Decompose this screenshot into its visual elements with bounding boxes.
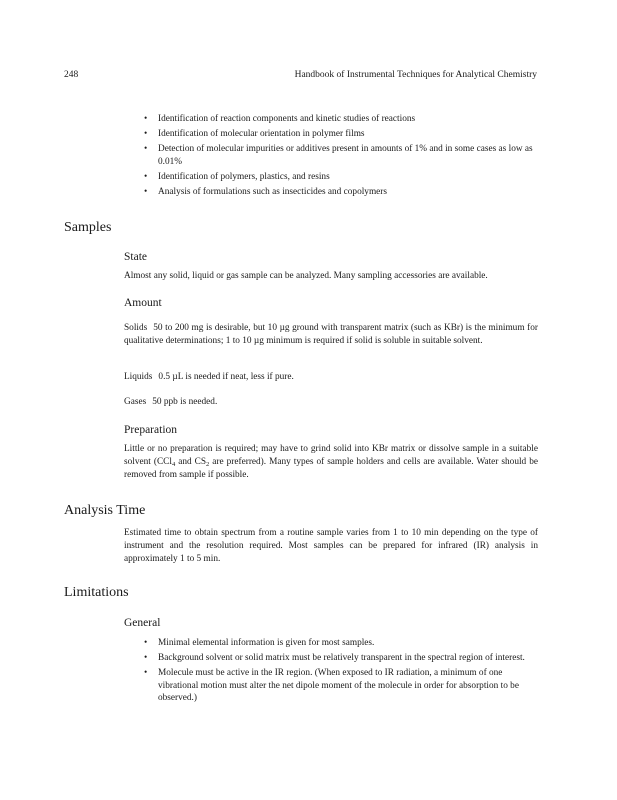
- analysis-time-heading: Analysis Time: [64, 503, 146, 518]
- list-item: • Molecule must be active in the IR region. (When exposed to IR radiation, a minimum of one vibrational motion must alter the net dipole moment of the molecule in order for absorption to be observed.): [144, 668, 519, 703]
- list-item: • Identification of polymers, plastics, and resins: [144, 171, 330, 182]
- analysis-time-text: Estimated time to obtain spectrum from a routine sample varies from 1 to 10 min depending on the type of instrument and the resolution required. Most samples can be prepared for infrared (IR) analysis in approximately 1 to 5 min.: [124, 528, 538, 564]
- solids-text: 50 to 200 mg is desirable, but 10 µg ground with transparent matrix (such as KBr) is the minimum for qualitative determinations; 1 to 10 µg minimum is required if solid is soluble in suitable solvent.: [124, 323, 538, 346]
- bullet-glyph: •: [144, 114, 148, 124]
- liquids-text: 0.5 µL is needed if neat, less if pure.: [158, 372, 294, 382]
- list-item: • Identification of reaction components and kinetic studies of reactions: [144, 114, 416, 124]
- list-item: • Identification of molecular orientation in polymer films: [144, 129, 365, 139]
- preparation-text: Little or no preparation is required; may have to grind solid into KBr matrix or dissolve sample in a suitable solvent (CCl$_4$ and $CS_2$ are preferred). Many types of sample holders and cells are available. Water should be removed from sample if possible.: [124, 444, 538, 480]
- limitations-list: [144, 637, 538, 707]
- list-item: • Background solvent or solid matrix must be relatively transparent in the spectral region of interest.: [144, 653, 525, 663]
- amount-heading: Amount: [124, 297, 162, 309]
- preparation-heading: Preparation: [124, 424, 178, 436]
- liquids-paragraph: [124, 371, 538, 384]
- state-heading: State: [124, 251, 147, 263]
- samples-heading: Samples: [64, 220, 112, 235]
- limitations-heading: Limitations: [64, 585, 129, 600]
- gases-paragraph: [124, 396, 538, 409]
- running-title: Handbook of Instrumental Techniques for Analytical Chemistry: [294, 70, 537, 80]
- bullet-glyph: •: [144, 668, 148, 678]
- list-item: • Detection of molecular impurities or additives present in amounts of 1% and in some cases as low as 0.01%: [144, 144, 533, 167]
- bullet-glyph: •: [144, 186, 148, 197]
- general-heading: General: [124, 617, 161, 629]
- bullet-glyph: •: [144, 129, 148, 139]
- bullet-glyph: •: [144, 638, 148, 648]
- bullet-glyph: •: [144, 171, 148, 182]
- state-text: Almost any solid, liquid or gas sample can be analyzed. Many sampling accessories are available.: [124, 271, 488, 281]
- list-item: • Minimal elemental information is given for most samples.: [144, 638, 375, 648]
- solids-paragraph: [124, 322, 538, 348]
- liquids-label: Liquids: [124, 372, 153, 382]
- solids-label: Solids: [124, 323, 148, 333]
- gases-label: Gases: [124, 397, 147, 407]
- list-item: • Analysis of formulations such as insecticides and copolymers: [144, 186, 388, 197]
- page-number: 248: [64, 70, 79, 80]
- applications-list: [144, 113, 538, 201]
- bullet-glyph: •: [144, 144, 148, 154]
- bullet-glyph: •: [144, 653, 148, 663]
- gases-text: 50 ppb is needed.: [152, 397, 218, 407]
